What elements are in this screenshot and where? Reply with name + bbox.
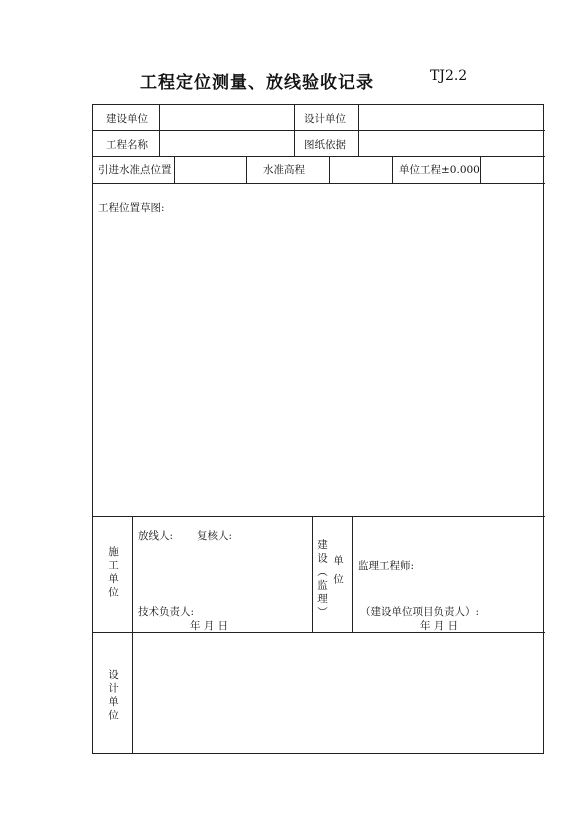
- owner-rep-label: （建设单位项目负责人）:: [360, 606, 480, 618]
- benchmark-location-label: 引进水准点位置: [98, 164, 172, 176]
- col-divider: [294, 105, 295, 156]
- drawing-basis-value[interactable]: [359, 131, 544, 156]
- col-divider: [246, 156, 247, 183]
- col-divider: [352, 516, 353, 632]
- document-title: 工程定位测量、放线验收记录: [140, 73, 374, 93]
- col-divider: [312, 516, 313, 632]
- benchmark-elevation-label: 水准高程: [263, 164, 305, 176]
- project-name-label: 工程名称: [106, 139, 148, 151]
- sketch-label: 工程位置草图:: [98, 202, 165, 214]
- setout-person-label: 放线人:: [138, 530, 174, 542]
- row-divider: [93, 156, 545, 157]
- row-divider: [93, 516, 545, 517]
- supervision-side-label: 建设（监理）: [316, 539, 328, 620]
- benchmark-elevation-value[interactable]: [330, 157, 391, 183]
- unit-elevation-label: 单位工程±0.000: [399, 164, 480, 176]
- design-unit-comment-area[interactable]: [133, 633, 544, 753]
- col-divider: [392, 156, 393, 183]
- supervision-side-label-sub: 单位: [332, 555, 344, 592]
- project-name-value[interactable]: [160, 131, 293, 156]
- benchmark-location-value[interactable]: [175, 157, 245, 183]
- build-unit-value[interactable]: [160, 106, 293, 130]
- design-unit-side-label: 设计单位: [107, 669, 119, 723]
- build-unit-label: 建设单位: [106, 113, 148, 125]
- checker-label: 复核人:: [197, 530, 233, 542]
- construction-date: 年 月 日: [190, 620, 229, 632]
- sketch-area[interactable]: [94, 217, 544, 515]
- supervising-engineer-label: 监理工程师:: [358, 560, 415, 572]
- design-unit-label: 设计单位: [304, 113, 346, 125]
- drawing-basis-label: 图纸依据: [304, 139, 346, 151]
- tech-lead-label: 技术负责人:: [138, 606, 195, 618]
- supervision-date: 年 月 日: [420, 620, 459, 632]
- design-unit-value[interactable]: [359, 106, 544, 130]
- row-divider: [93, 183, 545, 184]
- record-form: [92, 104, 544, 754]
- construction-unit-side-label: 施工单位: [107, 546, 119, 600]
- form-code: TJ2.2: [430, 68, 468, 84]
- unit-elevation-value[interactable]: [481, 157, 544, 183]
